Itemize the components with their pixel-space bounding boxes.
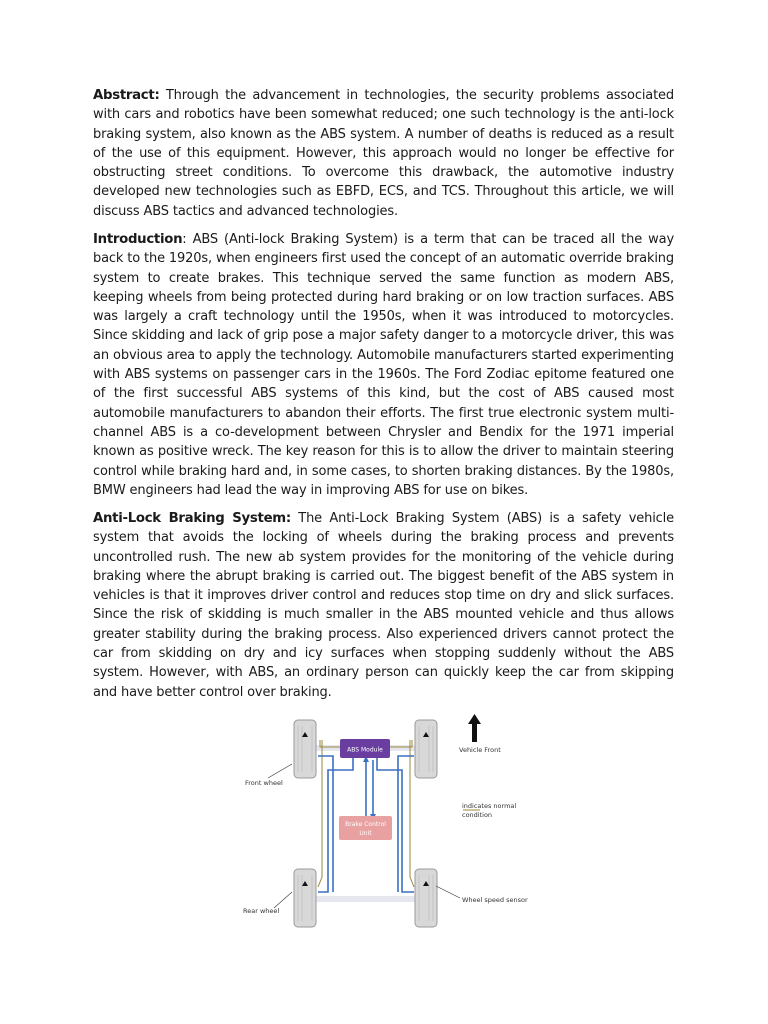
- brake-control-unit-label-2: Unit: [359, 830, 372, 837]
- abs-section-heading: Anti-Lock Braking System:: [93, 511, 291, 526]
- rear-left-wheel: [294, 869, 316, 927]
- sensor-wires: [318, 740, 480, 887]
- front-wheel-callout-line: [268, 764, 292, 778]
- brake-control-unit-label-1: Brake Control: [345, 821, 386, 828]
- legend-label-2: condition: [462, 811, 493, 819]
- vehicle-front-label: Vehicle Front: [459, 746, 501, 754]
- abstract-heading: Abstract:: [93, 88, 160, 103]
- front-left-wheel: [294, 720, 316, 778]
- wheel-speed-sensor-label: Wheel speed sensor: [462, 896, 528, 904]
- rear-axle: [316, 896, 418, 902]
- vehicle-front-arrow-icon: [468, 714, 481, 742]
- introduction-text: : ABS (Anti-lock Braking System) is a term that can be traced all the way back to the 1920s, when engineers first used the concept of an automatic override braking system to create brakes. This technique served the same function as modern ABS, keeping wheels from being protected during hard braking or on low traction surfaces. ABS was largely a craft technology until the 1950s, when it was introduced to motorcycles. Since skidding and lack of grip pose a major safety danger to a motorcycle driver, this was an obvious area to apply the technology. Automobile manufacturers started experimenting with ABS systems on passenger cars in the 1960s. The Ford Zodiac epitome featured one of the first successful ABS systems of this kind, but the cost of ABS caused most automobile manufacturers to abandon their efforts. The first true electronic system multi-channel ABS is a co-development between Chrysler and Bendix for the 1971 imperial known as positive wreck. The key reason for this is to allow the driver to maintain steering control while braking hard and, in some cases, to shorten braking distances. By the 1980s, BMW engineers had lead the way in improving ABS for use on bikes.: [93, 232, 674, 498]
- rear-wheel-callout-line: [274, 892, 292, 908]
- flow-arrowheads: [363, 756, 376, 820]
- legend-label-1: indicates normal: [462, 802, 517, 810]
- abs-diagram: [238, 712, 538, 932]
- introduction-heading: Introduction: [93, 232, 183, 247]
- abstract-text: Through the advancement in technologies, the security problems associated with cars and robotics have been somewhat reduced; one such technology is the anti-lock braking system, also known as the ABS system. A number of deaths is reduced as a result of the use of this equipment. However, this approach would no longer be effective for obstructing street conditions. To overcome this drawback, the automotive industry developed new technologies such as EBFD, ECS, and TCS. Throughout this article, we will discuss ABS tactics and advanced technologies.: [93, 88, 674, 219]
- wheel-speed-sensor-callout-line: [436, 886, 460, 898]
- introduction-paragraph: [93, 230, 674, 500]
- front-right-wheel: [415, 720, 437, 778]
- rear-wheel-label: Rear wheel: [243, 907, 280, 915]
- abs-section-paragraph: [93, 509, 674, 702]
- front-wheel-label: Front wheel: [245, 779, 283, 787]
- abs-section-text: The Anti-Lock Braking System (ABS) is a safety vehicle system that avoids the locking of wheels during the braking process and prevents uncontrolled rush. The new ab system provides for the monitoring of the vehicle during braking where the abrupt braking is carried out. The biggest benefit of the ABS system in vehicles is that it improves driver control and reduces stop time on dry and slick surfaces. Since the risk of skidding is much smaller in the ABS mounted vehicle and thus allows greater stability during the braking process. Also experienced drivers cannot protect the car from skidding on dry and icy surfaces when stopping suddenly without the ABS system. However, with ABS, an ordinary person can quickly keep the car from skipping and have better control over braking.: [93, 511, 674, 700]
- rear-right-wheel: [415, 869, 437, 927]
- abs-module-label: ABS Module: [347, 746, 383, 754]
- abstract-paragraph: [93, 86, 674, 221]
